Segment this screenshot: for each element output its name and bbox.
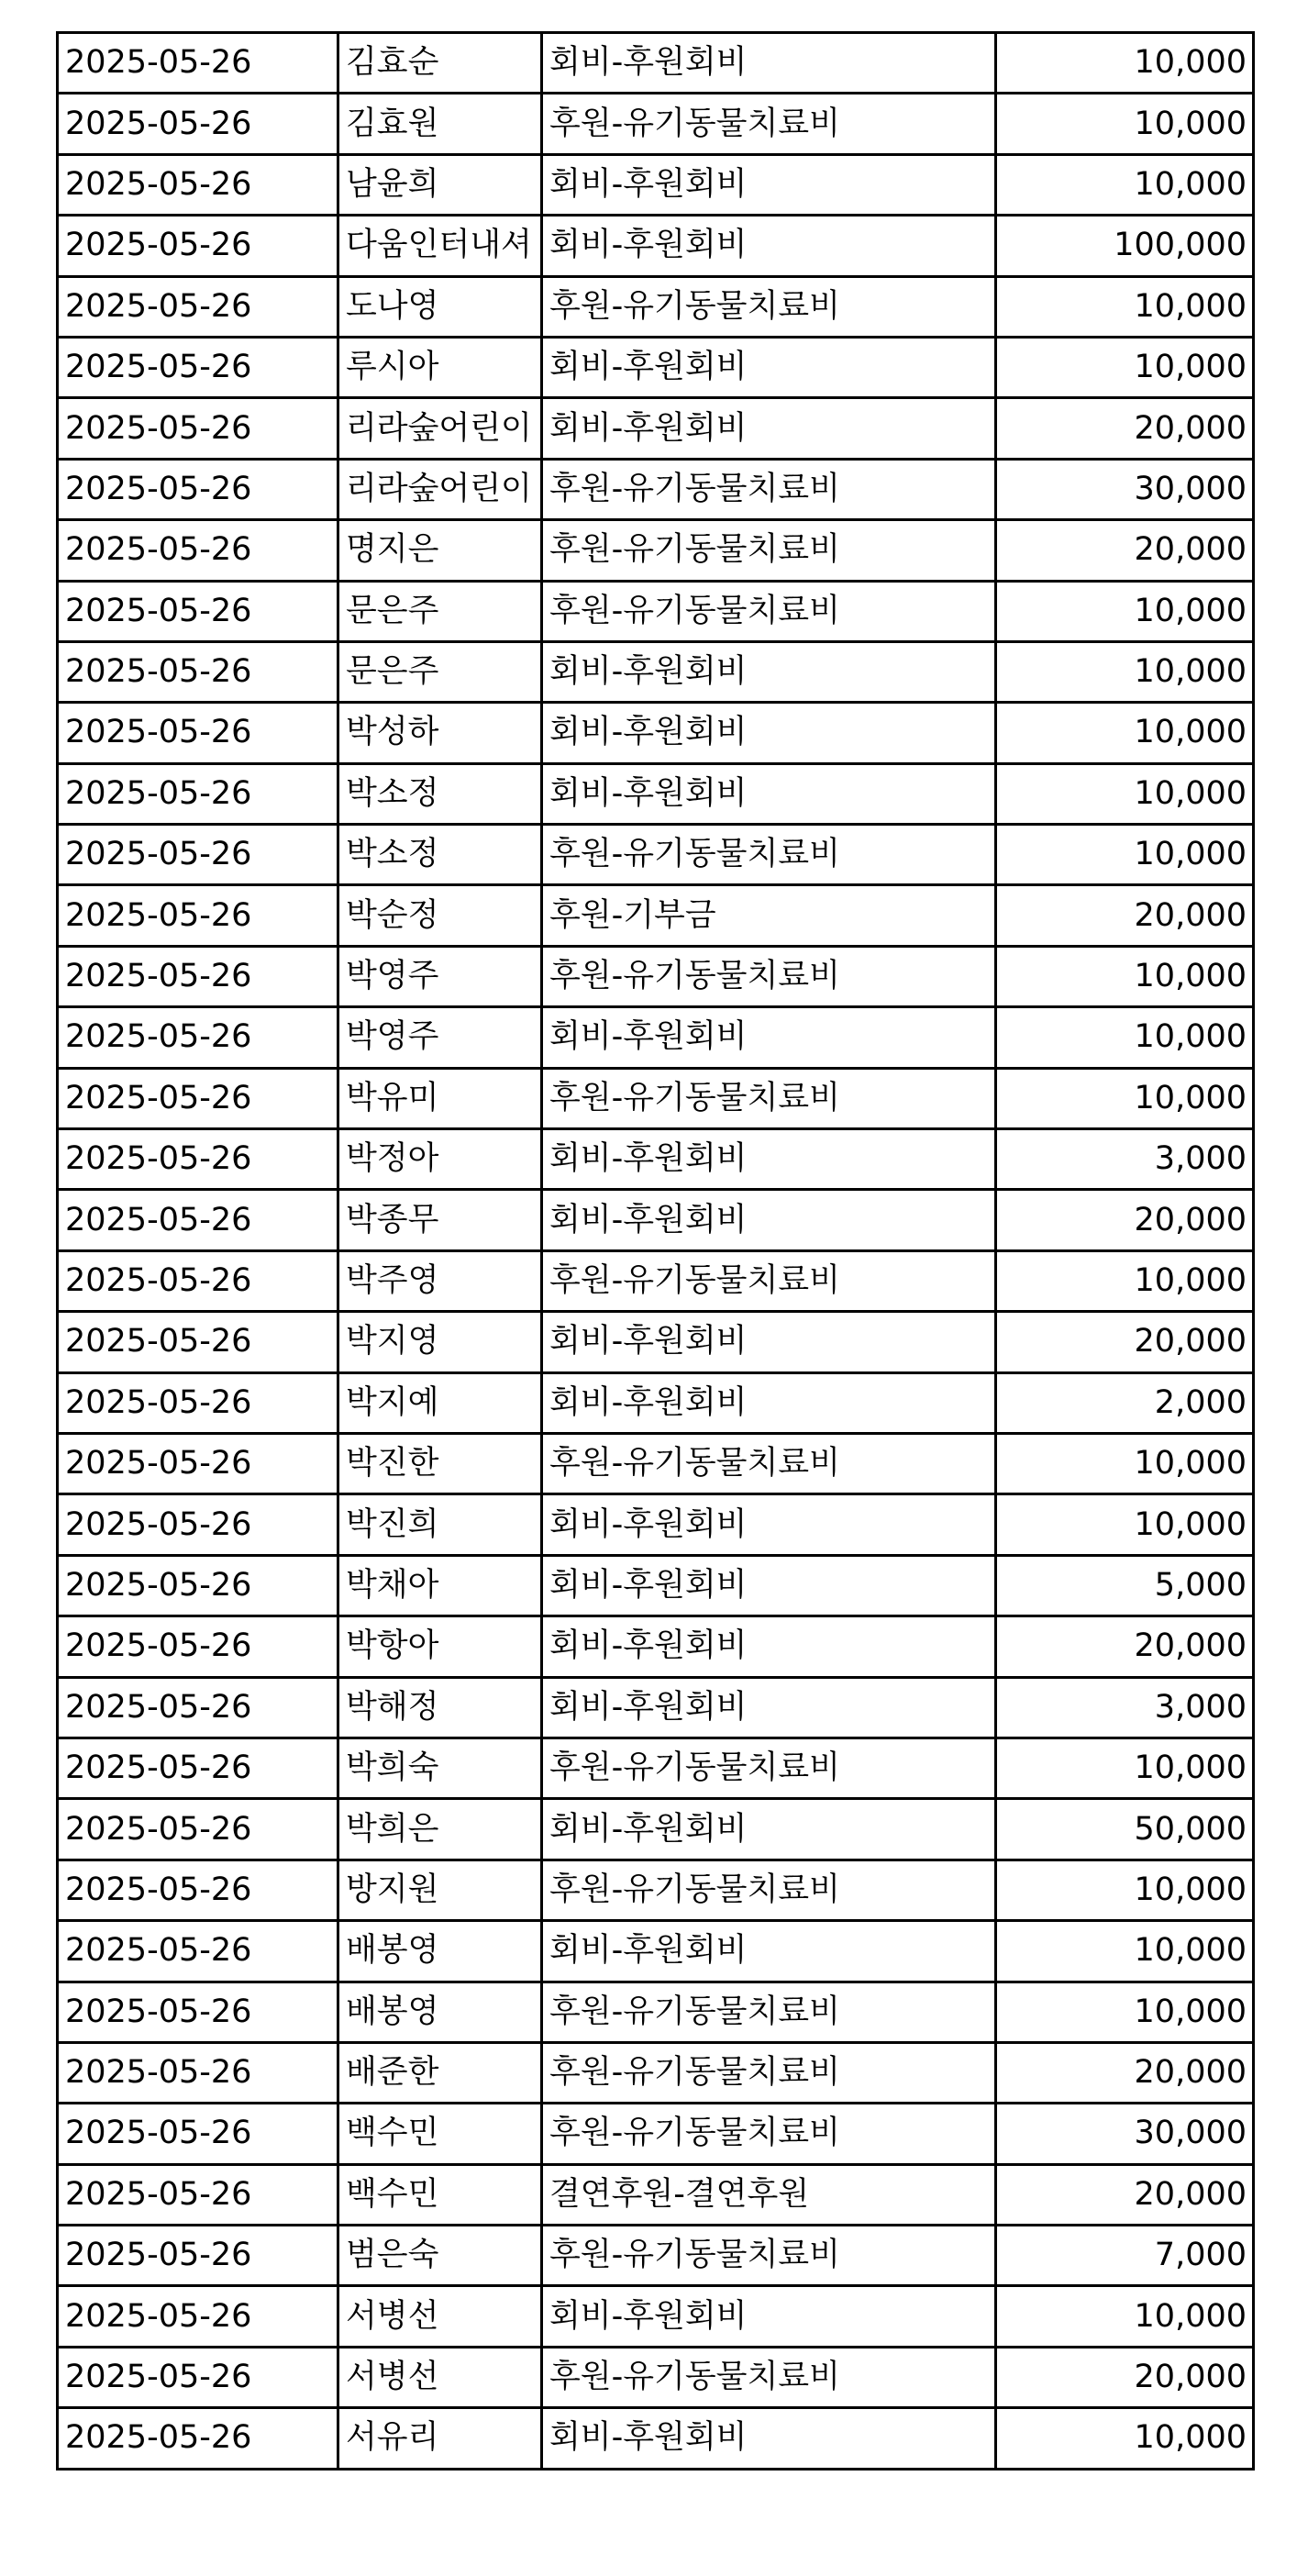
date-cell: 2025-05-26 <box>58 703 338 763</box>
category-cell: 후원-유기동물치료비 <box>542 459 996 519</box>
date-cell: 2025-05-26 <box>58 1190 338 1250</box>
category-cell: 회비-후원회비 <box>542 398 996 459</box>
donor-name-cell: 배봉영 <box>338 1921 542 1982</box>
date-cell: 2025-05-26 <box>58 1860 338 1920</box>
date-cell: 2025-05-26 <box>58 94 338 154</box>
category-cell: 회비-후원회비 <box>542 1372 996 1433</box>
donor-name-cell: 박항아 <box>338 1616 542 1677</box>
date-cell: 2025-05-26 <box>58 1677 338 1738</box>
donor-name-cell: 박지영 <box>338 1312 542 1372</box>
table-row <box>58 1007 1254 1068</box>
donation-ledger-table <box>56 31 1255 2471</box>
category-cell: 회비-후원회비 <box>542 763 996 824</box>
donor-name-cell: 박성하 <box>338 703 542 763</box>
table-row <box>58 33 1254 94</box>
donor-name-cell: 김효원 <box>338 94 542 154</box>
donor-name-cell: 박소정 <box>338 763 542 824</box>
category-cell: 후원-유기동물치료비 <box>542 1433 996 1493</box>
category-cell: 회비-후원회비 <box>542 2408 996 2469</box>
donor-name-cell: 김효순 <box>338 33 542 94</box>
amount-cell: 20,000 <box>996 885 1254 946</box>
donor-name-cell: 문은주 <box>338 581 542 641</box>
table-row <box>58 1190 1254 1250</box>
category-cell: 회비-후원회비 <box>542 1555 996 1616</box>
table-row <box>58 1860 1254 1920</box>
date-cell: 2025-05-26 <box>58 1555 338 1616</box>
category-cell: 회비-후원회비 <box>542 1921 996 1982</box>
category-cell: 후원-유기동물치료비 <box>542 2226 996 2286</box>
table-row <box>58 1616 1254 1677</box>
amount-cell: 10,000 <box>996 825 1254 885</box>
donor-name-cell: 서유리 <box>338 2408 542 2469</box>
category-cell: 회비-후원회비 <box>542 1007 996 1068</box>
category-cell: 회비-후원회비 <box>542 1312 996 1372</box>
category-cell: 회비-후원회비 <box>542 2286 996 2347</box>
amount-cell: 10,000 <box>996 1860 1254 1920</box>
amount-cell: 10,000 <box>996 33 1254 94</box>
donor-name-cell: 박순정 <box>338 885 542 946</box>
date-cell: 2025-05-26 <box>58 885 338 946</box>
table-row <box>58 1433 1254 1493</box>
amount-cell: 10,000 <box>996 1433 1254 1493</box>
category-cell: 회비-후원회비 <box>542 337 996 397</box>
amount-cell: 30,000 <box>996 459 1254 519</box>
amount-cell: 10,000 <box>996 337 1254 397</box>
table-row <box>58 398 1254 459</box>
category-cell: 후원-유기동물치료비 <box>542 2104 996 2164</box>
date-cell: 2025-05-26 <box>58 2286 338 2347</box>
donor-name-cell: 박채아 <box>338 1555 542 1616</box>
donor-name-cell: 박종무 <box>338 1190 542 1250</box>
table-row <box>58 641 1254 702</box>
donor-name-cell: 박진희 <box>338 1494 542 1555</box>
table-row <box>58 1129 1254 1190</box>
amount-cell: 10,000 <box>996 1982 1254 2042</box>
table-row <box>58 459 1254 519</box>
date-cell: 2025-05-26 <box>58 763 338 824</box>
table-row <box>58 1494 1254 1555</box>
amount-cell: 100,000 <box>996 216 1254 276</box>
category-cell: 후원-유기동물치료비 <box>542 946 996 1006</box>
date-cell: 2025-05-26 <box>58 641 338 702</box>
table-row <box>58 1982 1254 2042</box>
amount-cell: 10,000 <box>996 581 1254 641</box>
category-cell: 회비-후원회비 <box>542 703 996 763</box>
donor-name-cell: 박해정 <box>338 1677 542 1738</box>
amount-cell: 10,000 <box>996 1250 1254 1311</box>
category-cell: 후원-유기동물치료비 <box>542 94 996 154</box>
ledger-body <box>58 33 1254 2470</box>
amount-cell: 10,000 <box>996 2286 1254 2347</box>
table-row <box>58 2408 1254 2469</box>
table-row <box>58 1799 1254 1860</box>
donor-name-cell: 다움인터내셔 <box>338 216 542 276</box>
table-row <box>58 154 1254 215</box>
date-cell: 2025-05-26 <box>58 1494 338 1555</box>
date-cell: 2025-05-26 <box>58 581 338 641</box>
date-cell: 2025-05-26 <box>58 2042 338 2103</box>
amount-cell: 10,000 <box>996 154 1254 215</box>
category-cell: 후원-유기동물치료비 <box>542 520 996 581</box>
category-cell: 후원-유기동물치료비 <box>542 1738 996 1798</box>
amount-cell: 20,000 <box>996 1616 1254 1677</box>
donor-name-cell: 박정아 <box>338 1129 542 1190</box>
date-cell: 2025-05-26 <box>58 276 338 337</box>
table-row <box>58 885 1254 946</box>
category-cell: 회비-후원회비 <box>542 1616 996 1677</box>
amount-cell: 10,000 <box>996 763 1254 824</box>
table-row <box>58 946 1254 1006</box>
date-cell: 2025-05-26 <box>58 1372 338 1433</box>
donor-name-cell: 박소정 <box>338 825 542 885</box>
category-cell: 후원-유기동물치료비 <box>542 1250 996 1311</box>
date-cell: 2025-05-26 <box>58 1129 338 1190</box>
table-row <box>58 825 1254 885</box>
date-cell: 2025-05-26 <box>58 1312 338 1372</box>
table-row <box>58 581 1254 641</box>
amount-cell: 10,000 <box>996 1007 1254 1068</box>
category-cell: 회비-후원회비 <box>542 1129 996 1190</box>
date-cell: 2025-05-26 <box>58 2226 338 2286</box>
donor-name-cell: 백수민 <box>338 2164 542 2225</box>
date-cell: 2025-05-26 <box>58 154 338 215</box>
amount-cell: 20,000 <box>996 2042 1254 2103</box>
category-cell: 회비-후원회비 <box>542 1799 996 1860</box>
table-row <box>58 2104 1254 2164</box>
donor-name-cell: 배준한 <box>338 2042 542 2103</box>
date-cell: 2025-05-26 <box>58 825 338 885</box>
date-cell: 2025-05-26 <box>58 2408 338 2469</box>
category-cell: 후원-유기동물치료비 <box>542 1860 996 1920</box>
amount-cell: 20,000 <box>996 520 1254 581</box>
donor-name-cell: 리라숲어린이 <box>338 459 542 519</box>
date-cell: 2025-05-26 <box>58 520 338 581</box>
date-cell: 2025-05-26 <box>58 1616 338 1677</box>
amount-cell: 50,000 <box>996 1799 1254 1860</box>
date-cell: 2025-05-26 <box>58 1738 338 1798</box>
category-cell: 회비-후원회비 <box>542 33 996 94</box>
donor-name-cell: 배봉영 <box>338 1982 542 2042</box>
amount-cell: 10,000 <box>996 641 1254 702</box>
category-cell: 후원-유기동물치료비 <box>542 1982 996 2042</box>
table-row <box>58 520 1254 581</box>
category-cell: 후원-유기동물치료비 <box>542 825 996 885</box>
category-cell: 회비-후원회비 <box>542 1677 996 1738</box>
date-cell: 2025-05-26 <box>58 2164 338 2225</box>
category-cell: 회비-후원회비 <box>542 641 996 702</box>
amount-cell: 10,000 <box>996 1068 1254 1128</box>
donor-name-cell: 방지원 <box>338 1860 542 1920</box>
table-row <box>58 1738 1254 1798</box>
donor-name-cell: 리라숲어린이 <box>338 398 542 459</box>
donor-name-cell: 박지예 <box>338 1372 542 1433</box>
category-cell: 회비-후원회비 <box>542 1494 996 1555</box>
category-cell: 후원-기부금 <box>542 885 996 946</box>
amount-cell: 2,000 <box>996 1372 1254 1433</box>
date-cell: 2025-05-26 <box>58 459 338 519</box>
donor-name-cell: 백수민 <box>338 2104 542 2164</box>
table-row <box>58 2042 1254 2103</box>
amount-cell: 10,000 <box>996 1738 1254 1798</box>
category-cell: 후원-유기동물치료비 <box>542 581 996 641</box>
amount-cell: 20,000 <box>996 1190 1254 1250</box>
category-cell: 후원-유기동물치료비 <box>542 276 996 337</box>
table-row <box>58 1312 1254 1372</box>
amount-cell: 10,000 <box>996 1921 1254 1982</box>
amount-cell: 20,000 <box>996 1312 1254 1372</box>
donor-name-cell: 박영주 <box>338 946 542 1006</box>
amount-cell: 3,000 <box>996 1129 1254 1190</box>
table-row <box>58 1921 1254 1982</box>
amount-cell: 10,000 <box>996 703 1254 763</box>
category-cell: 회비-후원회비 <box>542 216 996 276</box>
category-cell: 회비-후원회비 <box>542 1190 996 1250</box>
date-cell: 2025-05-26 <box>58 1799 338 1860</box>
table-row <box>58 2164 1254 2225</box>
amount-cell: 30,000 <box>996 2104 1254 2164</box>
donor-name-cell: 범은숙 <box>338 2226 542 2286</box>
date-cell: 2025-05-26 <box>58 946 338 1006</box>
amount-cell: 20,000 <box>996 398 1254 459</box>
donor-name-cell: 루시아 <box>338 337 542 397</box>
category-cell: 후원-유기동물치료비 <box>542 1068 996 1128</box>
donor-name-cell: 박유미 <box>338 1068 542 1128</box>
date-cell: 2025-05-26 <box>58 398 338 459</box>
amount-cell: 5,000 <box>996 1555 1254 1616</box>
amount-cell: 10,000 <box>996 1494 1254 1555</box>
table-row <box>58 1372 1254 1433</box>
table-row <box>58 1250 1254 1311</box>
amount-cell: 7,000 <box>996 2226 1254 2286</box>
date-cell: 2025-05-26 <box>58 1982 338 2042</box>
donor-name-cell: 박주영 <box>338 1250 542 1311</box>
table-row <box>58 1068 1254 1128</box>
category-cell: 후원-유기동물치료비 <box>542 2042 996 2103</box>
date-cell: 2025-05-26 <box>58 33 338 94</box>
donor-name-cell: 도나영 <box>338 276 542 337</box>
date-cell: 2025-05-26 <box>58 216 338 276</box>
donor-name-cell: 박진한 <box>338 1433 542 1493</box>
donor-name-cell: 박희은 <box>338 1799 542 1860</box>
table-row <box>58 1555 1254 1616</box>
amount-cell: 20,000 <box>996 2164 1254 2225</box>
category-cell: 회비-후원회비 <box>542 154 996 215</box>
donor-name-cell: 박희숙 <box>338 1738 542 1798</box>
table-row <box>58 276 1254 337</box>
date-cell: 2025-05-26 <box>58 2347 338 2407</box>
category-cell: 후원-유기동물치료비 <box>542 2347 996 2407</box>
amount-cell: 3,000 <box>996 1677 1254 1738</box>
date-cell: 2025-05-26 <box>58 1007 338 1068</box>
amount-cell: 10,000 <box>996 2408 1254 2469</box>
amount-cell: 20,000 <box>996 2347 1254 2407</box>
table-row <box>58 216 1254 276</box>
date-cell: 2025-05-26 <box>58 2104 338 2164</box>
donor-name-cell: 박영주 <box>338 1007 542 1068</box>
donor-name-cell: 명지은 <box>338 520 542 581</box>
table-row <box>58 2226 1254 2286</box>
date-cell: 2025-05-26 <box>58 1921 338 1982</box>
date-cell: 2025-05-26 <box>58 1433 338 1493</box>
table-row <box>58 703 1254 763</box>
donor-name-cell: 남윤희 <box>338 154 542 215</box>
date-cell: 2025-05-26 <box>58 1250 338 1311</box>
donor-name-cell: 서병선 <box>338 2286 542 2347</box>
table-row <box>58 337 1254 397</box>
date-cell: 2025-05-26 <box>58 337 338 397</box>
table-row <box>58 2286 1254 2347</box>
amount-cell: 10,000 <box>996 94 1254 154</box>
category-cell: 결연후원-결연후원 <box>542 2164 996 2225</box>
table-row <box>58 1677 1254 1738</box>
amount-cell: 10,000 <box>996 946 1254 1006</box>
donor-name-cell: 서병선 <box>338 2347 542 2407</box>
amount-cell: 10,000 <box>996 276 1254 337</box>
table-row <box>58 2347 1254 2407</box>
donor-name-cell: 문은주 <box>338 641 542 702</box>
date-cell: 2025-05-26 <box>58 1068 338 1128</box>
table-row <box>58 763 1254 824</box>
table-row <box>58 94 1254 154</box>
